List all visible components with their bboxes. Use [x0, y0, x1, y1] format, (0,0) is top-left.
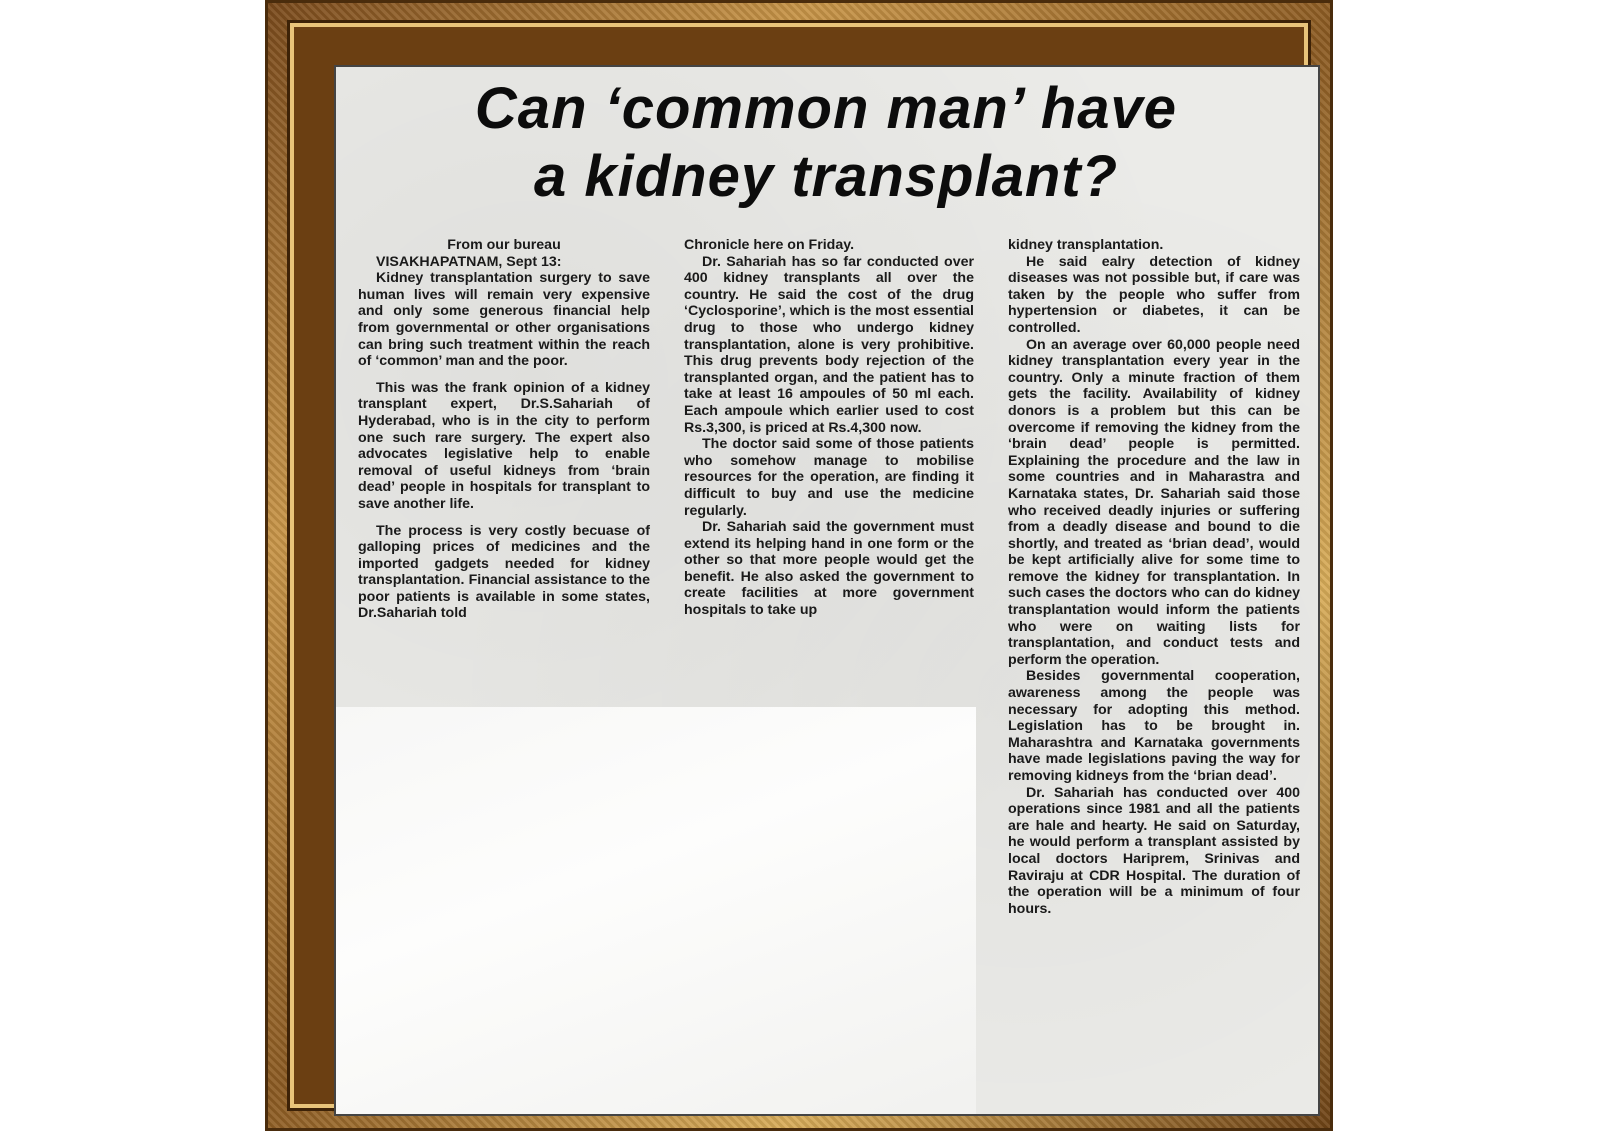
newspaper-clipping — [334, 65, 1320, 1116]
article-column-1 — [358, 237, 650, 622]
paragraph: Besides governmental cooperation, awareness among the people was necessary for adopting this method. Legislation has to be brought in. Maharashtra and Karnataka governments have made legislations paving the way for removing kidneys from the ‘brian dead’. — [1008, 668, 1300, 784]
paragraph: Dr. Sahariah has so far conducted over 400 kidney transplants all over the country. He said the cost of the drug ‘Cyclosporine’, which is the most essential drug to those who undergo kidney transplantation, alone is very prohibitive. This drug prevents body rejection of the transplanted organ, and the patient has to take at least 16 ampoules of 50 ml each. Each ampoule which earlier used to cost Rs.3,300, is priced at Rs.4,300 now. — [684, 253, 974, 436]
paragraph: Dr. Sahariah has conducted over 400 operations since 1981 and all the patients are hale and hearty. He said on Saturday, he would perform a transplant assisted by local doctors Hariprem, Srinivas and Raviraju at CDR Hospital. The duration of the operation will be a minimum of four hours. — [1008, 784, 1300, 917]
article-column-2 — [684, 237, 974, 619]
headline-line-1: Can ‘common man’ have — [474, 76, 1178, 141]
dateline: VISAKHAPATNAM, Sept 13: — [376, 253, 562, 270]
byline: From our bureau — [447, 237, 561, 253]
paragraph: Kidney transplantation surgery to save human lives will remain very expensive and only some generous financial help from governmental or other organisations can bring such treatment within the reach of ‘common’ man and the poor. — [358, 270, 650, 370]
blank-paper-area — [336, 707, 976, 1116]
paragraph: On an average over 60,000 people need kidney transplantation every year in the country. Only a minute fraction of them gets the facility. Availability of kidney donors is a problem but this can be overcome if removing the kidney from the ‘brain dead’ people is permitted. Explaining the procedure and the law in some countries and in Maharastra and Karnataka states, Dr. Sahariah said those who received deadly injuries or suffering from a deadly disease and bound to die shortly, and treated as ‘brian dead’, would be kept artificially alive for some time to remove the kidney for transplantation. In such cases the doctors who can do kidney transplantation would inform the patients who were on waiting lists for transplantation, and conduct tests and perform the operation. — [1008, 336, 1300, 668]
paragraph: The process is very costly becuase of galloping prices of medicines and the imported gadgets needed for kidney transplantation. Financial assistance to the poor patients is available in some states, Dr.Sahariah told — [358, 522, 650, 622]
paragraph: Dr. Sahariah said the government must extend its helping hand in one form or the other so that more people would get the benefit. He also asked the government to create facilities at more government hospitals to take up — [684, 519, 974, 619]
paragraph: kidney transplantation. — [1008, 237, 1164, 253]
paragraph: The doctor said some of those patients who somehow manage to mobilise resources for the operation, are finding it difficult to buy and use the medicine regularly. — [684, 436, 974, 519]
picture-frame — [265, 0, 1333, 1131]
paragraph: Chronicle here on Friday. — [684, 237, 855, 253]
headline — [346, 75, 1306, 211]
paragraph: He said ealry detection of kidney diseases was not possible but, if care was taken by the people who suffer from hypertension or diabetes, it can be controlled. — [1008, 253, 1300, 336]
article-column-3 — [1008, 237, 1300, 917]
headline-line-2: a kidney transplant? — [533, 144, 1119, 209]
paragraph: This was the frank opinion of a kidney transplant expert, Dr.S.Sahariah of Hyderabad, who is in the city to perform one such rare surgery. The expert also advocates legislative help to enable removal of useful kidneys from ‘brain dead’ people in hospitals for transplant to save another life. — [358, 379, 650, 512]
frame-border — [290, 23, 1308, 1108]
